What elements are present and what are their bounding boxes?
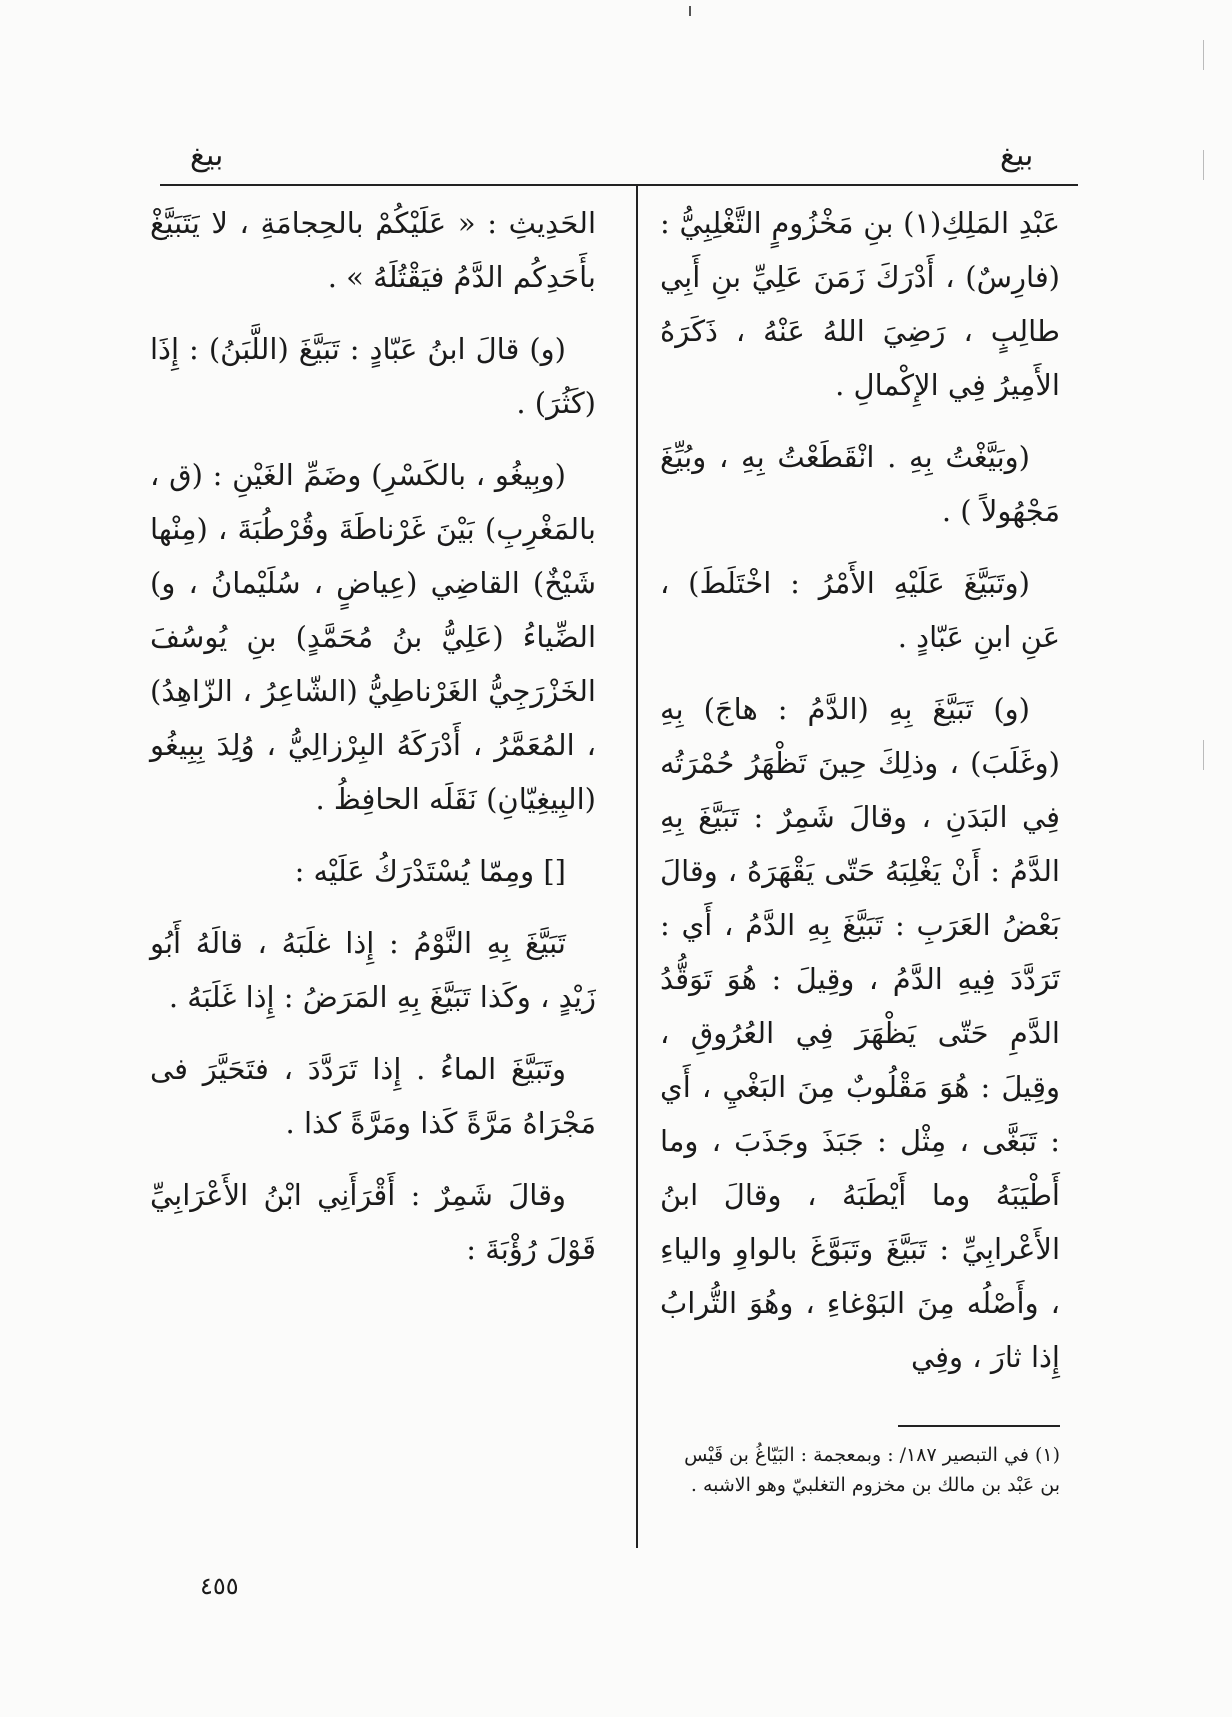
scan-mark [689, 6, 691, 16]
paragraph: عَبْدِ المَلِكِ(١) بنِ مَخْزُومٍ التَّغْلِبِيُّ : (فارِسٌ) ، أَدْرَكَ زَمَنَ عَلِيِّ بنِ أَبِي طالِبٍ ، رَضِيَ اللهُ عَنْهُ ، ذَكَرَهُ الأَمِيرُ فِي الإِكْمالِ . [660, 206, 1060, 402]
paragraph: (وبِيغُو ، بالكَسْرِ) وضَمِّ الغَيْنِ : (ق ، بالمَغْرِبِ) بَيْنَ غَرْناطَةَ وقُرْطُبَةَ ، (مِنْها شَيْخٌ) القاضِي (عِياضٍ ، سُلَيْمانُ ، و) الضِّياءُ (عَلِيُّ بنُ مُحَمَّدٍ) بنِ يُوسُفَ الخَزْرَجِيُّ الغَرْناطِيُّ (الشّاعِرُ ، الزّاهِدُ) ، المُعَمَّرُ ، أَدْرَكَهُ البِرْزالِيُّ ، وُلِدَ بِبِيغُو (البِيغِيّانِ) نَقَلَه الحافِظُ . [150, 458, 596, 816]
paragraph: وقالَ شَمِرٌ : أَقْرَأَنِي ابْنُ الأَعْرَابِيِّ قَوْلَ رُؤْبَةَ : [150, 1178, 596, 1266]
left-column [150, 196, 596, 1294]
paragraph: (و) قالَ ابنُ عَبّادٍ : تَبَيَّغَ (اللَّبَنُ) : إِذَا (كَثُرَ) . [150, 332, 596, 420]
running-header-left: بيغ [190, 138, 224, 173]
scan-margin-mark [1203, 40, 1204, 70]
header-rule [160, 184, 1078, 186]
scan-margin-mark [1203, 740, 1204, 770]
right-column [660, 196, 1060, 1402]
paragraph: تَبَيَّغَ بِهِ النَّوْمُ : إِذا غلَبَهُ ، قالَهُ أَبُو زَيْدٍ ، وكَذا تَبَيَّغَ بِهِ المَرَضُ : إِذا غَلَبَهُ . [150, 926, 596, 1014]
running-header-right: بيغ [1000, 138, 1034, 173]
footnote: (١) في التبصير ١٨٧/ : وبمعجمة : البَيّاغُ بن قَيْس بن عَبْد بن مالك بن مخزوم التغلبيّ وهو الاشبه . [684, 1444, 1060, 1496]
paragraph: (و) تَبَيَّغَ بِهِ (الدَّمُ : هاجَ) بِهِ (وغَلَبَ) ، وذلِكَ حِينَ تَظْهَرُ حُمْرَتُه فِي البَدَنِ ، وقالَ شَمِرٌ : تَبَيَّغَ بِهِ الدَّمُ : أَنْ يَغْلِبَهُ حَتّى يَقْهَرَهُ ، وقالَ بَعْضُ العَرَبِ : تَبَيَّغَ بِهِ الدَّمُ ، أَي : تَرَدَّدَ فِيهِ الدَّمُ ، وقِيلَ : هُوَ تَوَقُّدُ الدَّمِ حَتّى يَظْهَرَ فِي العُرُوقِ ، وقِيلَ : هُوَ مَقْلُوبٌ مِنَ البَغْيِ ، أَي : تَبَغَّى ، مِثْل : جَبَذَ وجَذَبَ ، وما أَطْيَبَهُ وما أَيْطَبَهُ ، وقالَ ابنُ الأَعْرابِيِّ : تَبَيَّغَ وتَبَوَّغَ بالواوِ والياءِ ، وأَصْلُه مِنَ البَوْغاءِ ، وهُوَ التُّرابُ إِذا ثارَ ، وفِي [660, 692, 1060, 1374]
page-number: ٤٥٥ [200, 1572, 239, 1600]
paragraph: الحَدِيثِ : « عَلَيْكُمْ بالحِجامَةِ ، لا يَتَبَيَّغْ بأَحَدِكُم الدَّمُ فيَقْتُلَهُ » . [150, 206, 596, 294]
paragraph: (وتَبَيَّغَ عَلَيْهِ الأَمْرُ : اخْتَلَطَ) ، عَنِ ابنِ عَبّادٍ . [660, 566, 1060, 654]
paragraph: وتَبَيَّغَ الماءُ . إِذا تَرَدَّدَ ، فتَحَيَّرَ فى مَجْرَاهُ مَرَّةً كَذا ومَرَّةً كذا . [150, 1052, 596, 1140]
section-heading: [] ومِمّا يُسْتَدْرَكُ عَلَيْه : [294, 854, 566, 888]
column-divider [636, 186, 638, 1548]
scan-margin-mark [1203, 150, 1204, 180]
footnote-rule [898, 1425, 1060, 1427]
paragraph: (وبَيَّغْتُ بِهِ . انْقَطَعْتُ بِهِ ، وبُيِّغَ مَجْهُولاً ) . [660, 440, 1060, 528]
